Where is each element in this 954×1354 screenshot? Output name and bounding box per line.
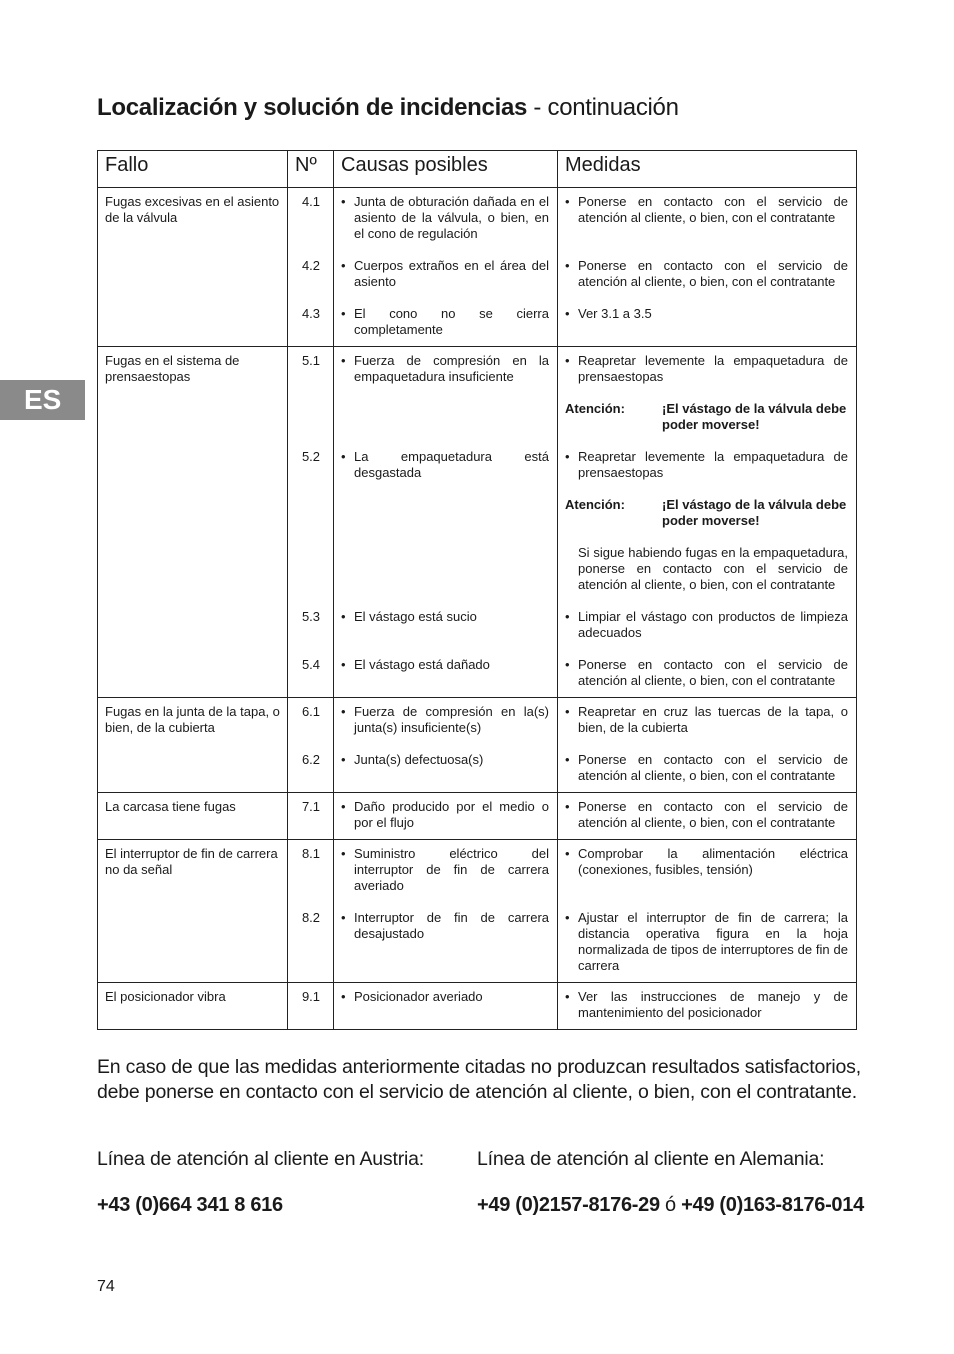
spacer [558, 226, 856, 242]
item-number: 5.1 [301, 353, 321, 368]
header-number: Nº [288, 151, 334, 188]
measure-text: • Ver las instrucciones de manejo y de mantenimiento del posicionador [558, 989, 856, 1021]
page-title: Localización y solución de incidencias - continuación [97, 94, 679, 121]
attention-note [558, 497, 856, 529]
spacer [334, 385, 557, 401]
item-number: 8.2 [301, 910, 321, 925]
fault-cell [98, 698, 288, 793]
item-number: 6.1 [301, 704, 321, 719]
item-number: 5.3 [301, 609, 321, 624]
page-number: 74 [97, 1278, 115, 1295]
troubleshooting-table [97, 150, 857, 1030]
fault-cell [98, 983, 288, 1030]
fault-text: Fugas en la junta de la tapa, o bien, de la cubierta [105, 704, 280, 735]
item-number: 5.2 [301, 449, 321, 464]
cause-cell [334, 840, 558, 983]
measure-cell [558, 793, 857, 840]
table-row [98, 698, 857, 793]
fault-text: El posicionador vibra [105, 989, 226, 1004]
number-cell [288, 840, 334, 983]
cause-cell [334, 698, 558, 793]
number-cell [288, 347, 334, 698]
item-number: 9.1 [301, 989, 321, 1004]
number-cell [288, 793, 334, 840]
item-number: 5.4 [301, 657, 321, 672]
measure-text: • Reapretar en cruz las tuercas de la tapa, o bien, de la cubierta [558, 704, 856, 736]
attention-text: ¡El vástago de la válvula debe poder moverse! [662, 401, 847, 432]
spacer [558, 736, 856, 752]
cause-text: • Posicionador averiado [334, 989, 557, 1005]
attention-text: ¡El vástago de la válvula debe poder moverse! [662, 497, 847, 528]
measure-text: • Ponerse en contacto con el servicio de atención al cliente, o bien, con el contratante [558, 657, 856, 689]
spacer [558, 641, 856, 657]
spacer [288, 369, 333, 385]
measure-text: • Ajustar el interruptor de fin de carrera; la distancia operativa figura en la hoja normalizada de tipos de interruptores de fin de carrera [558, 910, 856, 974]
header-causes: Causas posibles [334, 151, 558, 188]
measure-text: • Ponerse en contacto con el servicio de atención al cliente, o bien, con el contratante [558, 799, 856, 831]
item-number: 4.3 [301, 306, 321, 321]
cause-text: • La empaquetadura está desgastada [334, 449, 557, 481]
spacer [288, 465, 333, 481]
cause-text: • Junta de obturación dañada en el asiento de la válvula, o bien, en el cono de regulación [334, 194, 557, 242]
spacer [334, 290, 557, 306]
item-number: 4.1 [301, 194, 321, 209]
cause-cell [334, 793, 558, 840]
hotline-austria-label: Línea de atención al cliente en Austria: [97, 1148, 424, 1170]
spacer [288, 862, 333, 878]
cause-cell [334, 188, 558, 347]
fault-text: Fugas en el sistema de prensaestopas [105, 353, 240, 384]
cause-text: • Cuerpos extraños en el área del asiento [334, 258, 557, 290]
spacer [558, 290, 856, 306]
measure-cell [558, 698, 857, 793]
notice-text: En caso de que las medidas anteriormente citadas no produzcan resultados satisfactorios, debe ponerse en contacto con el servicio de atención al cliente, o bien, con el contratante. [97, 1056, 861, 1103]
measure-cell [558, 983, 857, 1030]
fault-cell [98, 840, 288, 983]
fault-text: La carcasa tiene fugas [105, 799, 236, 814]
cause-text: • Daño producido por el medio o por el flujo [334, 799, 557, 831]
spacer [334, 242, 557, 258]
measure-cell [558, 840, 857, 983]
cause-text: • Interruptor de fin de carrera desajustado [334, 910, 557, 942]
measure-text: • Reapretar levemente la empaquetadura de prensaestopas [558, 353, 856, 385]
cause-text: • Fuerza de compresión en la(s) junta(s) insuficiente(s) [334, 704, 557, 736]
measure-text: • Comprobar la alimentación eléctrica (conexiones, fusibles, tensión) [558, 846, 856, 878]
hotline-germany-numbers: +49 (0)2157-8176-29 ó +49 (0)163-8176-014 [477, 1194, 864, 1216]
cause-text: • El cono no se cierra completamente [334, 306, 557, 338]
fault-text: El interruptor de fin de carrera no da señal [105, 846, 278, 877]
spacer [334, 736, 557, 752]
attention-label: Atención: [565, 401, 625, 416]
cause-cell [334, 983, 558, 1030]
table-row [98, 840, 857, 983]
cause-text: • El vástago está dañado [334, 657, 557, 673]
cause-text: • El vástago está sucio [334, 609, 557, 625]
spacer [288, 625, 333, 641]
spacer [288, 720, 333, 736]
cause-cell [334, 347, 558, 698]
item-number: 6.2 [301, 752, 321, 767]
header-measures: Medidas [558, 151, 857, 188]
measure-text: • Ponerse en contacto con el servicio de atención al cliente, o bien, con el contratante [558, 194, 856, 226]
spacer [558, 385, 856, 401]
spacer [558, 593, 856, 609]
language-tab: ES [0, 380, 85, 420]
spacer [558, 433, 856, 449]
spacer [558, 481, 856, 497]
measure-extra-text: Si sigue habiendo fugas en la empaquetadura, ponerse en contacto con el servicio de atención al cliente, o bien, con el contratante [578, 545, 848, 592]
cause-text: • Junta(s) defectuosa(s) [334, 752, 557, 768]
number-cell [288, 188, 334, 347]
number-cell [288, 698, 334, 793]
spacer [558, 529, 856, 545]
fault-text: Fugas excesivas en el asiento de la válvula [105, 194, 280, 225]
spacer [334, 481, 557, 497]
item-number: 7.1 [301, 799, 321, 814]
item-number: 4.2 [301, 258, 321, 273]
measure-cell [558, 188, 857, 347]
measure-text: • Ponerse en contacto con el servicio de atención al cliente, o bien, con el contratante [558, 258, 856, 290]
header-fault: Fallo [98, 151, 288, 188]
fault-cell [98, 347, 288, 698]
number-cell [288, 983, 334, 1030]
measure-text: • Limpiar el vástago con productos de limpieza adecuados [558, 609, 856, 641]
item-number: 8.1 [301, 846, 321, 861]
fault-cell [98, 188, 288, 347]
hotline-germany-label: Línea de atención al cliente en Alemania: [477, 1148, 825, 1170]
table-row [98, 347, 857, 698]
attention-note [558, 401, 856, 433]
table-row [98, 188, 857, 347]
measure-text: • Reapretar levemente la empaquetadura de prensaestopas [558, 449, 856, 481]
fault-cell [98, 793, 288, 840]
spacer [288, 210, 333, 226]
attention-label: Atención: [565, 497, 625, 512]
spacer [288, 274, 333, 290]
measure-text: • Ver 3.1 a 3.5 [558, 306, 856, 322]
cause-text: • Suministro eléctrico del interruptor de fin de carrera averiado [334, 846, 557, 894]
hotline-austria-number: +43 (0)664 341 8 616 [97, 1194, 283, 1216]
measure-text: • Ponerse en contacto con el servicio de atención al cliente, o bien, con el contratante [558, 752, 856, 784]
table-row [98, 983, 857, 1030]
cause-text: • Fuerza de compresión en la empaquetadura insuficiente [334, 353, 557, 385]
measure-cell [558, 347, 857, 698]
table-header-row [98, 151, 857, 188]
table-row [98, 793, 857, 840]
spacer [334, 625, 557, 641]
spacer [558, 878, 856, 894]
spacer [334, 894, 557, 910]
